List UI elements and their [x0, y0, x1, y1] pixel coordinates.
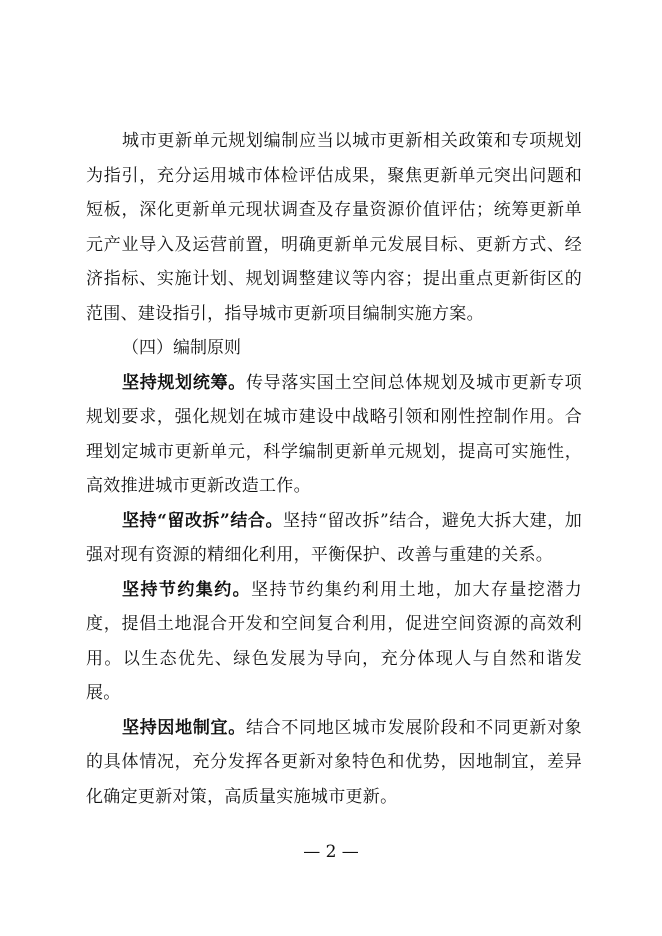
- principle-lead: 坚持“留改拆”结合。: [122, 510, 284, 531]
- principle-retain-renovate-demolish: [86, 504, 582, 573]
- principle-text: 传导落实国土空间总体规划及城市更新专项规划要求，强化规划在城市建设中战略引领和刚性控制作用。合理划定城市更新单元，科学编制更新单元规划，提高可实施性，高效推进城市更新改造工作。: [86, 372, 582, 496]
- page-number: — 2 —: [303, 842, 359, 862]
- principle-lead: 坚持节约集约。: [122, 579, 252, 600]
- principle-text: 坚持节约集约利用土地，加大存量挖潜力度，提倡土地混合开发和空间复合利用，促进空间资源的高效利用。以生态优先、绿色发展为导向，充分体现人与自然和谐发展。: [86, 579, 582, 703]
- principle-intensive-use: [86, 573, 582, 711]
- principle-lead: 坚持规划统筹。: [122, 372, 246, 393]
- paragraph-text: 城市更新单元规划编制应当以城市更新相关政策和专项规划为指引，充分运用城市体检评估成果，聚焦更新单元突出问题和短板，深化更新单元现状调查及存量资源价值评估；统筹更新单元产业导入及运营前置，明确更新单元发展目标、更新方式、经济指标、实施计划、规划调整建议等内容；提出重点更新街区的范围、建设指引，指导城市更新项目编制实施方案。: [86, 131, 582, 324]
- document-body: [86, 124, 582, 814]
- paragraph-intro: [86, 124, 582, 331]
- principle-lead: 坚持因地制宜。: [122, 717, 246, 738]
- principle-text: 结合不同地区城市发展阶段和不同更新对象的具体情况，充分发挥各更新对象特色和优势，因地制宜，差异化确定更新对策，高质量实施城市更新。: [86, 717, 582, 807]
- principle-local-conditions: [86, 711, 582, 815]
- principle-text: 坚持“留改拆”结合，避免大拆大建，加强对现有资源的精细化利用，平衡保护、改善与重建的关系。: [86, 510, 583, 565]
- principle-planning: [86, 366, 582, 504]
- section-heading: （四）编制原则: [122, 338, 241, 358]
